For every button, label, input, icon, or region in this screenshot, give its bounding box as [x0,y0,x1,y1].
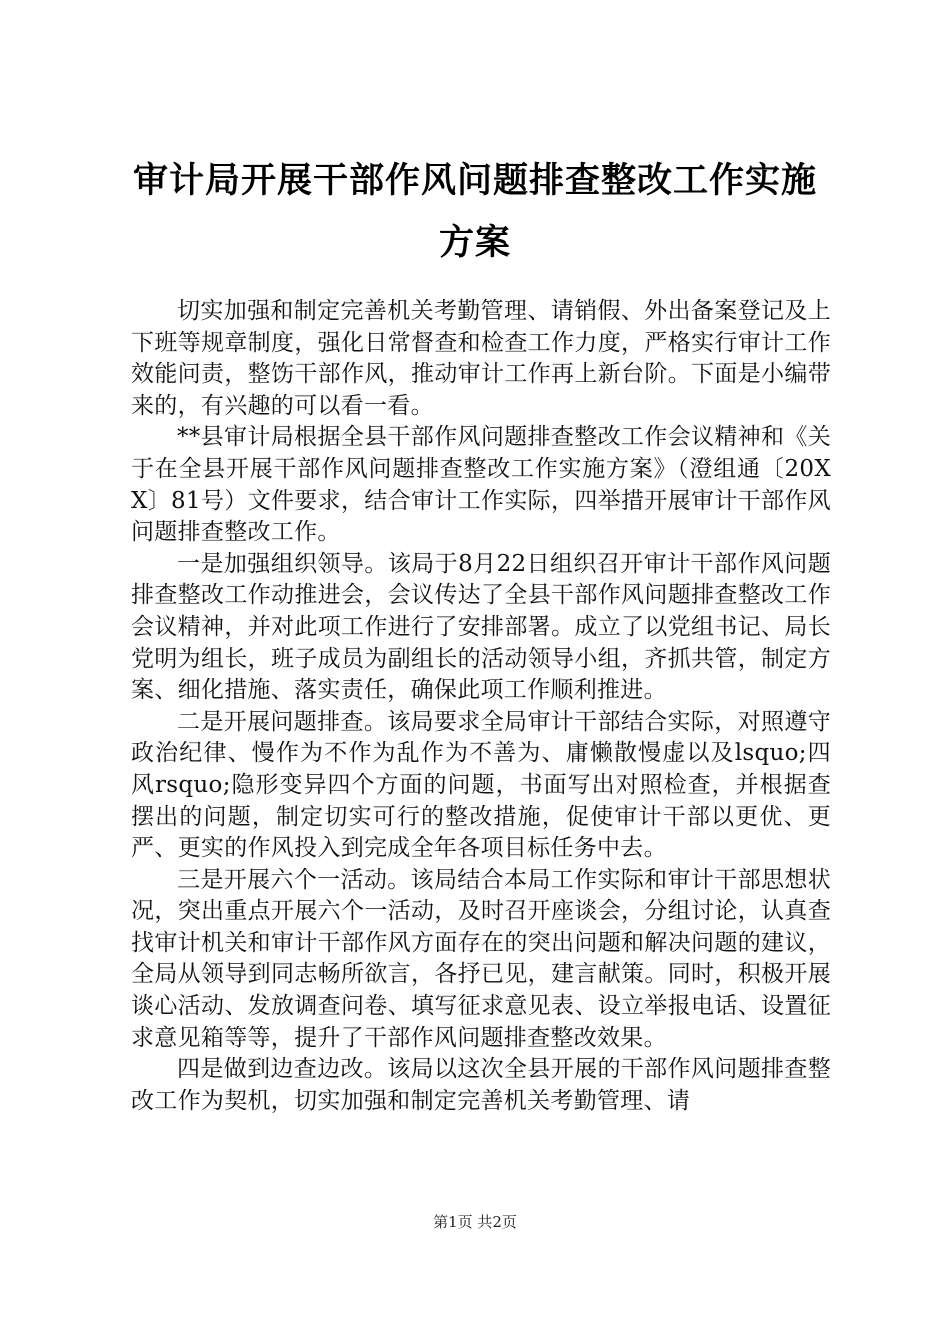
paragraph-measure-2: 二是开展问题排查。该局要求全局审计干部结合实际，对照遵守政治纪律、慢作为不作为乱作为不善为、庸懒散慢虚以及lsquo;四风rsquo;隐形变异四个方面的问题，书面写出对照检查，并根据查摆出的问题，制定切实可行的整改措施，促使审计干部以更优、更严、更实的作风投入到完成全年各项目标任务中去。 [131,708,831,862]
paragraph-measure-3: 三是开展六个一活动。该局结合本局工作实际和审计干部思想状况，突出重点开展六个一活动，及时召开座谈会，分组讨论，认真查找审计机关和审计干部作风方面存在的突出问题和解决问题的建议，全局从领导到同志畅所欲言，各抒已见，建言献策。同时，积极开展谈心活动、发放调查问卷、填写征求意见表、设立举报电话、设置征求意见箱等等，提升了干部作风问题排查整改效果。 [131,866,831,1051]
paragraph-measure-4: 四是做到边查边改。该局以这次全县开展的干部作风问题排查整改工作为契机，切实加强和制定完善机关考勤管理、请 [131,1056,831,1114]
paragraph-measure-1: 一是加强组织领导。该局于8月22日组织召开审计干部作风问题排查整改工作动推进会，会议传达了全县干部作风问题排查整改工作会议精神，并对此项工作进行了安排部署。成立了以党组书记、局长党明为组长，班子成员为副组长的活动领导小组，齐抓共管，制定方案、细化措施、落实责任，确保此项工作顺利推进。 [131,550,831,704]
paragraph-intro: 切实加强和制定完善机关考勤管理、请销假、外出备案登记及上下班等规章制度，强化日常督查和检查工作力度，严格实行审计工作效能问责，整饬干部作风，推动审计工作再上新台阶。下面是小编带来的，有兴趣的可以看一看。 [131,298,831,419]
document-title: 审计局开展干部作风问题排查整改工作实施方案 [132,161,817,263]
page-footer: 第1页 共2页 [433,1213,517,1231]
paragraph-overview: **县审计局根据全县干部作风问题排查整改工作会议精神和《关于在全县开展干部作风问题排查整改工作实施方案》（澄组通〔20XX〕81号）文件要求，结合审计工作实际，四举措开展审计干部作风问题排查整改工作。 [131,424,831,546]
document-body [131,296,831,1117]
